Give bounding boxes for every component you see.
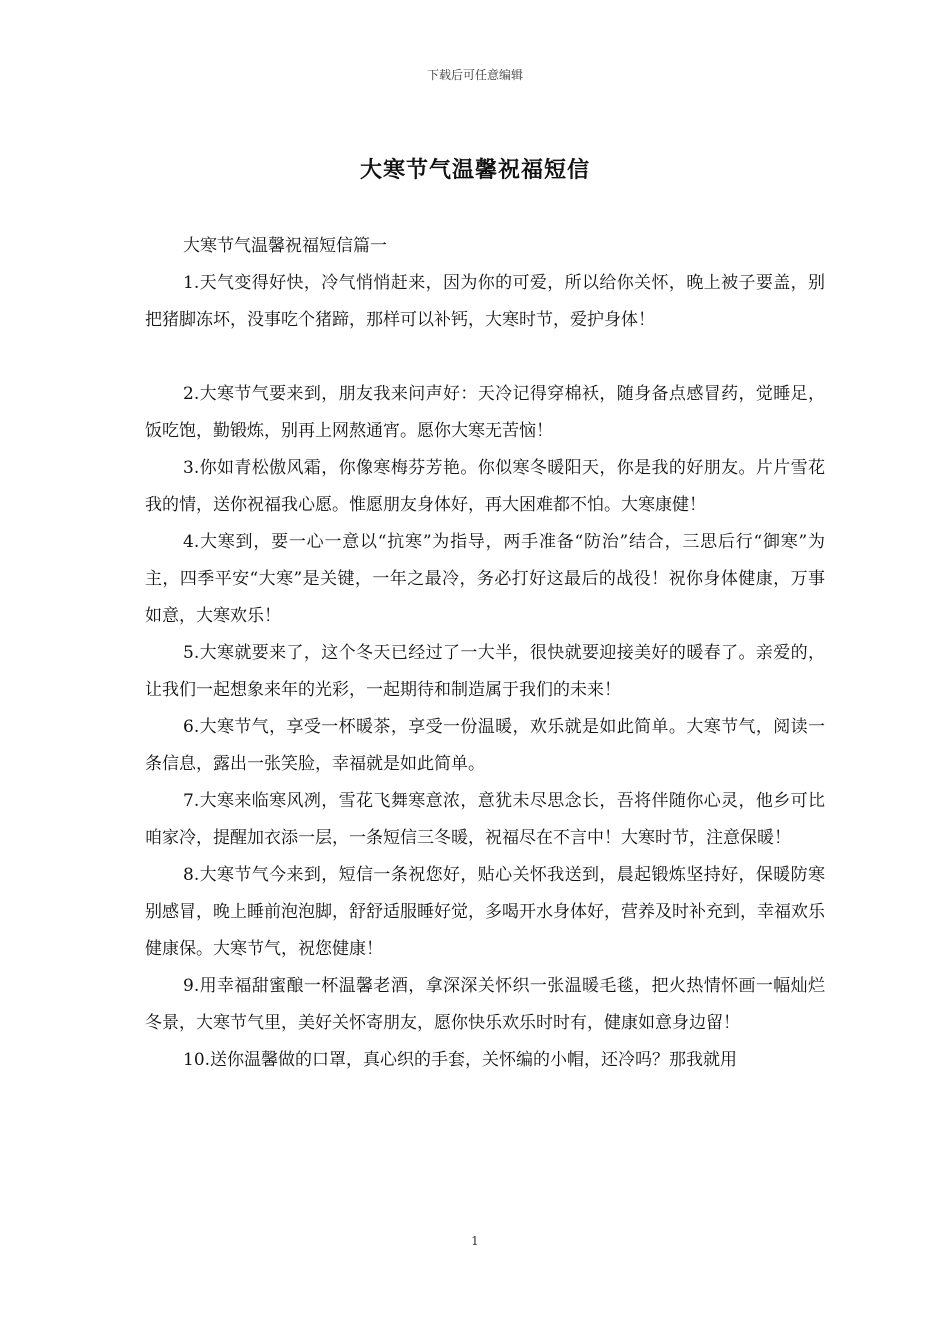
paragraph-spacer bbox=[145, 339, 825, 376]
paragraph-item-5: 5.大寒就要来了，这个冬天已经过了一大半，很快就要迎接美好的暖春了。亲爱的，让我们一起想象来年的光彩，一起期待和制造属于我们的未来！ bbox=[145, 643, 825, 700]
document-title: 大寒节气温馨祝福短信 bbox=[359, 157, 590, 183]
paragraph-item-3: 3.你如青松傲风霜，你像寒梅芬芳艳。你似寒冬暖阳天，你是我的好朋友。片片雪花我的情，送你祝福我心愿。惟愿朋友身体好，再大困难都不怕。大寒康健！ bbox=[145, 458, 825, 515]
page-header-note: 下载后可任意编辑 bbox=[426, 68, 523, 82]
paragraph-item-2: 2.大寒节气要来到，朋友我来问声好：天冷记得穿棉袄，随身备点感冒药，觉睡足，饭吃饱，勤锻炼，别再上网熬通宵。愿你大寒无苦恼！ bbox=[145, 384, 825, 441]
paragraph-item-8: 8.大寒节气今来到，短信一条祝您好，贴心关怀我送到，晨起锻炼坚持好，保暖防寒别感冒，晚上睡前泡泡脚，舒舒适服睡好觉，多喝开水身体好，营养及时补充到，幸福欢乐健康保。大寒节气，祝您健康！ bbox=[145, 865, 825, 959]
section-heading: 大寒节气温馨祝福短信篇一 bbox=[183, 236, 387, 256]
paragraph-item-6: 6.大寒节气，享受一杯暖茶，享受一份温暖，欢乐就是如此简单。大寒节气，阅读一条信息，露出一张笑脸，幸福就是如此简单。 bbox=[145, 717, 825, 774]
paragraph-item-7: 7.大寒来临寒风冽，雪花飞舞寒意浓，意犹未尽思念长，吾将伴随你心灵，他乡可比咱家冷，提醒加衣添一层，一条短信三冬暖，祝福尽在不言中！大寒时节，注意保暖！ bbox=[145, 791, 825, 848]
paragraph-item-9: 9.用幸福甜蜜酿一杯温馨老酒，拿深深关怀织一张温暖毛毯，把火热情怀画一幅灿烂冬景，大寒节气里，美好关怀寄朋友，愿你快乐欢乐时时有，健康如意身边留！ bbox=[145, 976, 825, 1033]
paragraph-item-1: 1.天气变得好快，冷气悄悄赶来，因为你的可爱，所以给你关怀，晚上被子要盖，别把猪脚冻坏，没事吃个猪蹄，那样可以补钙，大寒时节，爱护身体！ bbox=[145, 273, 825, 330]
page-number: 1 bbox=[471, 1234, 479, 1248]
paragraph-item-10: 10.送你温馨做的口罩，真心织的手套，关怀编的小帽，还冷吗？那我就用 bbox=[183, 1050, 738, 1070]
document-body bbox=[145, 228, 825, 1079]
paragraph-item-4: 4.大寒到，要一心一意以“抗寒”为指导，两手准备“防治”结合，三思后行“御寒”为主，四季平安“大寒”是关键，一年之最冷，务必打好这最后的战役！祝你身体健康，万事如意，大寒欢乐！ bbox=[145, 532, 825, 626]
